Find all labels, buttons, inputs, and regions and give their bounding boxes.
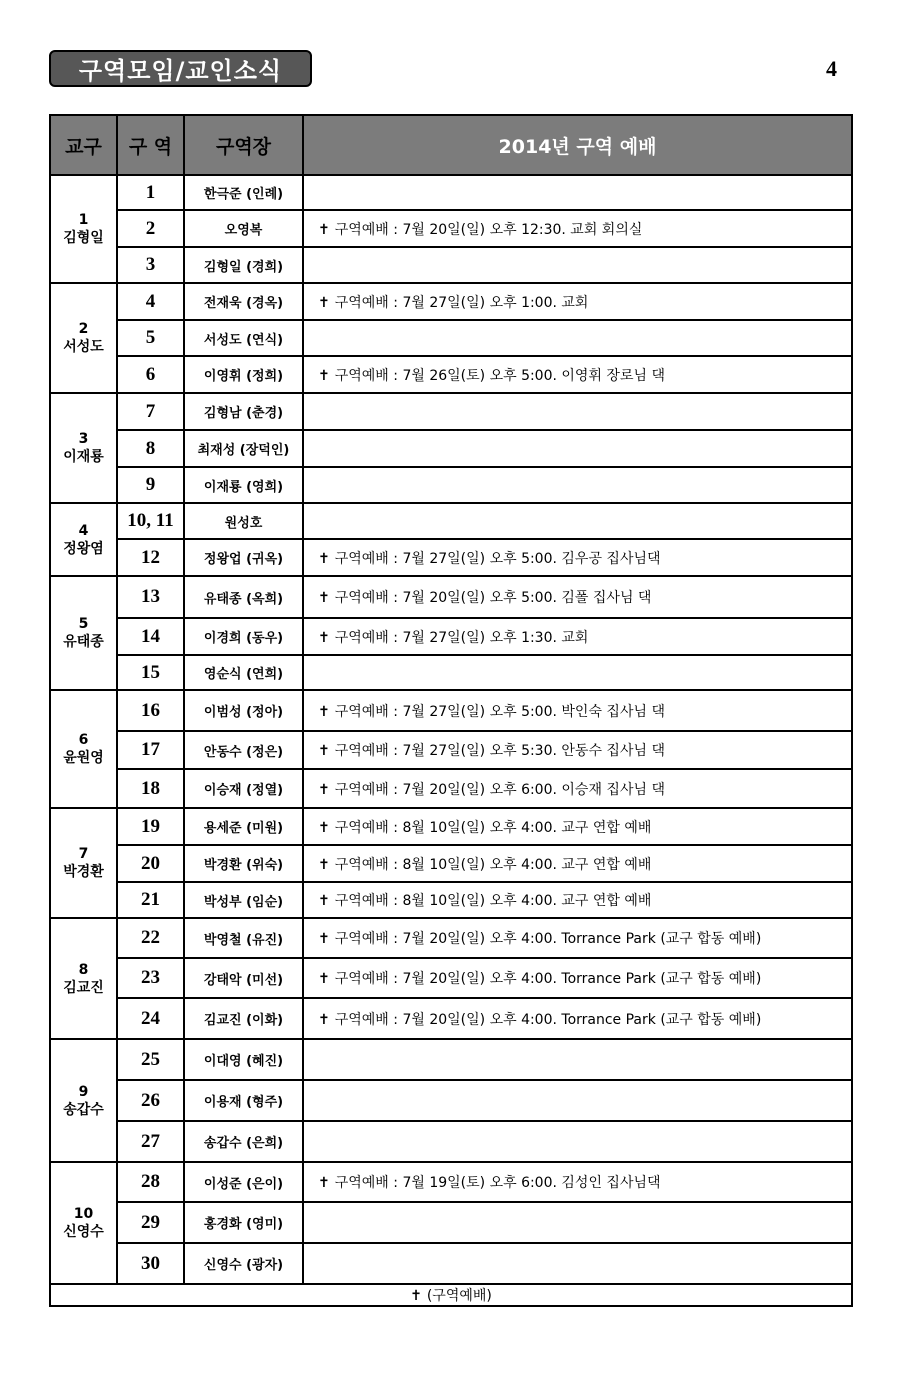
gyogu-name: 신영수: [63, 1224, 104, 1240]
table-row: [50, 808, 852, 845]
district-leader: 김형남 (춘경): [184, 393, 303, 430]
cross-icon: ✝: [318, 590, 330, 606]
worship-event-cell: [303, 918, 852, 958]
cross-icon: ✝: [318, 703, 330, 720]
gyogu-number: 9: [78, 1083, 89, 1100]
district-number: 6: [117, 356, 184, 393]
worship-event-cell: [303, 1162, 852, 1202]
district-leader: 이범성 (정아): [184, 690, 303, 731]
gyogu-cell: [50, 175, 117, 283]
worship-event-cell: [303, 731, 852, 769]
worship-event-cell: [303, 356, 852, 393]
gyogu-name: 김형일: [63, 230, 104, 246]
worship-event-text: 구역예배 : 7월 27일(일) 오후 1:00. 교회: [334, 294, 589, 311]
gyogu-name: 박경환: [63, 864, 104, 880]
cross-icon: ✝: [318, 856, 330, 873]
gyogu-number: 5: [78, 616, 89, 632]
cross-icon: ✝: [318, 971, 330, 987]
district-number: 25: [117, 1039, 184, 1080]
district-leader: 홍경화 (영미): [184, 1202, 303, 1243]
district-number: 8: [117, 430, 184, 467]
worship-event-cell: [303, 1243, 852, 1284]
worship-event-text: 구역예배 : 7월 20일(일) 오후 4:00. Torrance Park (교구 합동 예배): [334, 1011, 762, 1028]
worship-event-cell: [303, 320, 852, 356]
col-header-district: 구 역: [117, 115, 184, 175]
table-row: [50, 958, 852, 998]
district-leader: 송갑수 (은희): [184, 1121, 303, 1162]
table-row: [50, 356, 852, 393]
district-leader: 강태악 (미선): [184, 958, 303, 998]
table-row: [50, 918, 852, 958]
worship-event-text: 구역예배 : 7월 27일(일) 오후 5:00. 김우공 집사님댁: [334, 550, 661, 567]
gyogu-number: 10: [73, 1206, 94, 1222]
gyogu-number: 7: [78, 846, 89, 862]
district-leader: 이성준 (은이): [184, 1162, 303, 1202]
table-row: [50, 731, 852, 769]
gyogu-name: 송갑수: [63, 1101, 104, 1118]
gyogu-name: 김교진: [63, 979, 104, 996]
district-leader: 박성부 (임순): [184, 882, 303, 918]
worship-event-cell: [303, 393, 852, 430]
worship-event-cell: [303, 998, 852, 1039]
cross-icon: ✝: [318, 743, 330, 759]
table-row: [50, 1039, 852, 1080]
worship-event-cell: [303, 1121, 852, 1162]
district-number: 3: [117, 247, 184, 283]
gyogu-name: 서성도: [63, 339, 104, 355]
district-leader: 이대영 (혜진): [184, 1039, 303, 1080]
table-row: [50, 320, 852, 356]
district-number: 18: [117, 769, 184, 808]
gyogu-cell: [50, 576, 117, 690]
district-number: 28: [117, 1162, 184, 1202]
district-leader: 김형일 (경희): [184, 247, 303, 283]
worship-event-text: 구역예배 : 8월 10일(일) 오후 4:00. 교구 연합 예배: [334, 819, 652, 836]
worship-event-text: 구역예배 : 8월 10일(일) 오후 4:00. 교구 연합 예배: [334, 856, 652, 873]
table-row: [50, 539, 852, 576]
district-leader: 한극준 (인례): [184, 175, 303, 210]
district-leader: 전재욱 (경옥): [184, 283, 303, 320]
cross-icon: ✝: [318, 819, 330, 836]
district-number: 16: [117, 690, 184, 731]
district-number: 19: [117, 808, 184, 845]
district-leader: 오영복: [184, 210, 303, 247]
table-row: [50, 503, 852, 539]
worship-event-cell: [303, 808, 852, 845]
table-row: [50, 393, 852, 430]
worship-event-cell: [303, 283, 852, 320]
gyogu-name: 유태종: [63, 634, 104, 650]
table-row: [50, 1202, 852, 1243]
worship-event-cell: [303, 769, 852, 808]
cross-icon: ✝: [318, 550, 330, 567]
worship-event-text: 구역예배 : 7월 27일(일) 오후 5:30. 안동수 집사님 댁: [334, 743, 665, 759]
district-leader: 이영휘 (정희): [184, 356, 303, 393]
worship-event-cell: [303, 655, 852, 690]
worship-event-cell: [303, 1039, 852, 1080]
gyogu-name: 윤원영: [63, 750, 104, 766]
district-leader: 이경희 (동우): [184, 618, 303, 655]
section-title-box: [49, 50, 312, 87]
district-leader: 유태종 (옥희): [184, 576, 303, 618]
worship-event-cell: [303, 576, 852, 618]
district-number: 15: [117, 655, 184, 690]
worship-event-text: 구역예배 : 7월 20일(일) 오후 4:00. Torrance Park (교구 합동 예배): [334, 971, 762, 987]
gyogu-cell: [50, 1162, 117, 1284]
table-row: [50, 690, 852, 731]
cross-icon: ✝: [318, 367, 330, 384]
gyogu-number: 6: [78, 732, 89, 748]
district-number: 24: [117, 998, 184, 1039]
worship-event-text: 구역예배 : 7월 27일(일) 오후 1:30. 교회: [334, 629, 589, 646]
district-number: 17: [117, 731, 184, 769]
cross-icon: ✝: [318, 221, 330, 238]
table-row: [50, 430, 852, 467]
district-number: 20: [117, 845, 184, 882]
table-row: [50, 1121, 852, 1162]
col-header-worship: 2014년 구역 예배: [303, 115, 852, 175]
footer-note: (구역예배): [426, 1288, 492, 1304]
table-row: [50, 882, 852, 918]
district-leader: 원성호: [184, 503, 303, 539]
gyogu-cell: [50, 808, 117, 918]
worship-event-text: 구역예배 : 7월 19일(토) 오후 6:00. 김성인 집사님댁: [334, 1175, 661, 1191]
district-number: 10, 11: [117, 503, 184, 539]
worship-event-text: 구역예배 : 7월 20일(일) 오후 5:00. 김폴 집사님 댁: [334, 590, 652, 606]
cross-icon: ✝: [318, 931, 330, 947]
district-number: 22: [117, 918, 184, 958]
district-leader: 정왕업 (귀옥): [184, 539, 303, 576]
district-leader: 이용재 (형주): [184, 1080, 303, 1121]
col-header-gyogu: 교구: [50, 115, 117, 175]
district-leader: 안동수 (정은): [184, 731, 303, 769]
gyogu-cell: [50, 690, 117, 808]
district-number: 27: [117, 1121, 184, 1162]
table-body: [50, 175, 852, 1284]
district-number: 30: [117, 1243, 184, 1284]
district-number: 4: [117, 283, 184, 320]
page-number: 4: [826, 56, 837, 81]
cross-icon: ✝: [318, 629, 330, 646]
cross-icon: ✝: [410, 1288, 422, 1304]
worship-event-cell: [303, 503, 852, 539]
worship-event-text: 구역예배 : 7월 20일(일) 오후 12:30. 교회 회의실: [334, 221, 643, 238]
worship-event-cell: [303, 539, 852, 576]
col-header-leader: 구역장: [184, 115, 303, 175]
table-row: [50, 1243, 852, 1284]
gyogu-number: 4: [78, 522, 89, 539]
district-number: 12: [117, 539, 184, 576]
worship-event-cell: [303, 467, 852, 503]
gyogu-cell: [50, 393, 117, 503]
worship-event-text: 구역예배 : 7월 27일(일) 오후 5:00. 박인숙 집사님 댁: [334, 703, 665, 720]
worship-event-cell: [303, 1202, 852, 1243]
district-number: 13: [117, 576, 184, 618]
district-number: 26: [117, 1080, 184, 1121]
gyogu-cell: [50, 503, 117, 576]
worship-event-cell: [303, 882, 852, 918]
table-row: [50, 618, 852, 655]
district-number: 14: [117, 618, 184, 655]
gyogu-number: 8: [78, 961, 89, 978]
cross-icon: ✝: [318, 1175, 330, 1191]
footer-note-cell: [50, 1284, 852, 1306]
worship-event-cell: [303, 430, 852, 467]
district-number: 29: [117, 1202, 184, 1243]
footer-row: [50, 1284, 852, 1306]
district-worship-table: [49, 114, 853, 1307]
gyogu-name: 정왕염: [63, 540, 104, 557]
district-number: 1: [117, 175, 184, 210]
table-row: [50, 467, 852, 503]
district-leader: 용세준 (미원): [184, 808, 303, 845]
worship-event-cell: [303, 1080, 852, 1121]
district-number: 21: [117, 882, 184, 918]
section-title: 구역모임/교인소식: [78, 57, 283, 85]
table-row: [50, 845, 852, 882]
worship-event-cell: [303, 247, 852, 283]
worship-event-cell: [303, 958, 852, 998]
district-number: 5: [117, 320, 184, 356]
district-leader: 박경환 (위숙): [184, 845, 303, 882]
district-leader: 서성도 (연식): [184, 320, 303, 356]
gyogu-cell: [50, 1039, 117, 1162]
table-row: [50, 247, 852, 283]
table-row: [50, 175, 852, 210]
worship-event-cell: [303, 845, 852, 882]
gyogu-number: 3: [78, 431, 89, 447]
gyogu-number: 1: [78, 212, 89, 228]
worship-event-cell: [303, 618, 852, 655]
worship-event-cell: [303, 210, 852, 247]
worship-event-cell: [303, 690, 852, 731]
table-row: [50, 769, 852, 808]
district-number: 23: [117, 958, 184, 998]
worship-event-text: 구역예배 : 8월 10일(일) 오후 4:00. 교구 연합 예배: [334, 893, 652, 909]
district-leader: 박영철 (유진): [184, 918, 303, 958]
district-number: 2: [117, 210, 184, 247]
district-leader: 이재룡 (영희): [184, 467, 303, 503]
gyogu-cell: [50, 918, 117, 1039]
table-row: [50, 1162, 852, 1202]
worship-event-text: 구역예배 : 7월 26일(토) 오후 5:00. 이영휘 장로님 댁: [334, 367, 665, 384]
cross-icon: ✝: [318, 294, 330, 311]
gyogu-name: 이재룡: [63, 449, 104, 465]
gyogu-number: 2: [78, 321, 89, 337]
district-leader: 신영수 (광자): [184, 1243, 303, 1284]
gyogu-cell: [50, 283, 117, 393]
district-number: 7: [117, 393, 184, 430]
district-leader: 이승재 (정열): [184, 769, 303, 808]
cross-icon: ✝: [318, 781, 330, 798]
worship-event-text: 구역예배 : 7월 20일(일) 오후 4:00. Torrance Park (교구 합동 예배): [334, 931, 762, 947]
worship-event-text: 구역예배 : 7월 20일(일) 오후 6:00. 이승재 집사님 댁: [334, 781, 665, 798]
cross-icon: ✝: [318, 1011, 330, 1028]
worship-event-cell: [303, 175, 852, 210]
district-leader: 영순식 (연희): [184, 655, 303, 690]
district-leader: 최재성 (장덕인): [184, 430, 303, 467]
table-row: [50, 655, 852, 690]
table-row: [50, 210, 852, 247]
district-leader: 김교진 (이화): [184, 998, 303, 1039]
district-number: 9: [117, 467, 184, 503]
table-row: [50, 283, 852, 320]
table-header-row: [50, 115, 852, 175]
table-row: [50, 1080, 852, 1121]
table-row: [50, 998, 852, 1039]
table-row: [50, 576, 852, 618]
cross-icon: ✝: [318, 893, 330, 909]
